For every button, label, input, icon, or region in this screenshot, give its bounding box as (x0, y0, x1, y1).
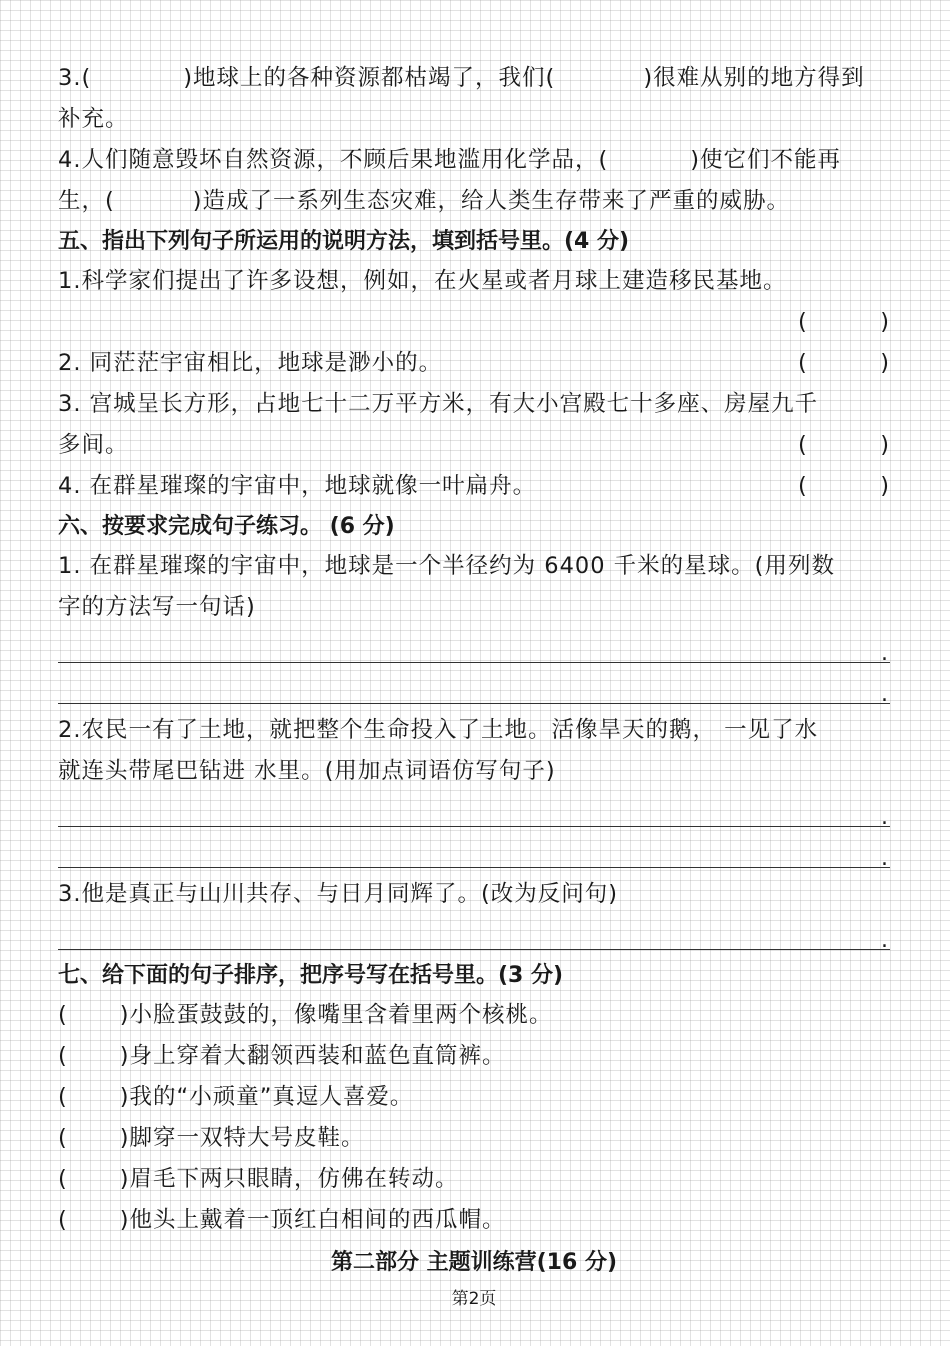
p6-q1-line1: 1. 在群星璀璨的宇宙中，地球是一个半径约为 6400 千米的星球。(用列数 (58, 553, 835, 579)
answer-paren[interactable]: ( ) (798, 432, 890, 458)
answer-paren[interactable]: ( ) (798, 309, 890, 335)
answer-line[interactable]: . (58, 915, 890, 956)
p4-q4-line2: 生，( )造成了一系列生态灾难，给人类生存带来了严重的威胁。 (58, 188, 791, 214)
answer-paren[interactable]: ( ) (798, 350, 890, 376)
p5-q1: 1.科学家们提出了许多设想，例如，在火星或者月球上建造移民基地。 (58, 268, 787, 294)
p4-q3-line1: 3.( )地球上的各种资源都枯竭了，我们( )很难从别的地方得到 (58, 65, 865, 91)
page-number: 第2页 (451, 1289, 497, 1309)
p7-item: ( )脚穿一双特大号皮鞋。 (58, 1125, 365, 1151)
p7-item: ( )身上穿着大翻领西装和蓝色直筒裤。 (58, 1043, 506, 1069)
p4-q4-line1: 4.人们随意毁坏自然资源，不顾后果地滥用化学品，( )使它们不能再 (58, 147, 842, 173)
section-7-heading: 七、给下面的句子排序，把序号写在括号里。(3 分) (58, 963, 564, 988)
p5-q4: 4. 在群星璀璨的宇宙中，地球就像一叶扁舟。 ( ) (58, 466, 890, 507)
answer-line[interactable]: . (58, 628, 890, 669)
answer-line[interactable]: . (58, 792, 890, 833)
p6-q2-line2: 就连头带尾巴钻进 水里。(用加点词语仿写句子) (58, 758, 556, 784)
answer-line[interactable]: . (58, 833, 890, 874)
p5-q2: 2. 同茫茫宇宙相比，地球是渺小的。 ( ) (58, 343, 890, 384)
section-title: 第二部分 主题训练营(16 分) (330, 1250, 618, 1275)
answer-paren[interactable]: ( ) (798, 473, 890, 499)
p5-q3-line1: 3. 宫城呈长方形，占地七十二万平方米，有大小宫殿七十多座、房屋九千 (58, 391, 819, 417)
p6-q2-line1: 2.农民一有了土地，就把整个生命投入了土地。活像旱天的鹅， 一见了水 (58, 717, 819, 743)
p4-q3-line2: 补充。 (58, 106, 129, 132)
p5-q3-line2: 多间。 ( ) (58, 425, 890, 466)
p5-q1-answer-line (58, 302, 890, 343)
p6-q1-line2: 字的方法写一句话) (58, 594, 256, 620)
p7-item: ( )他头上戴着一顶红白相间的西瓜帽。 (58, 1207, 506, 1233)
p7-item: ( )小脸蛋鼓鼓的，像嘴里含着里两个核桃。 (58, 1002, 553, 1028)
section-6-heading: 六、按要求完成句子练习。 (6 分) (58, 514, 395, 539)
p7-item: ( )我的“小顽童”真逗人喜爱。 (58, 1084, 414, 1110)
p6-q3: 3.他是真正与山川共存、与日月同辉了。(改为反问句) (58, 881, 619, 907)
worksheet-page (58, 58, 890, 1316)
p7-item: ( )眉毛下两只眼睛，仿佛在转动。 (58, 1166, 459, 1192)
section-5-heading: 五、指出下列句子所运用的说明方法，填到括号里。(4 分) (58, 229, 630, 254)
answer-line[interactable]: . (58, 669, 890, 710)
